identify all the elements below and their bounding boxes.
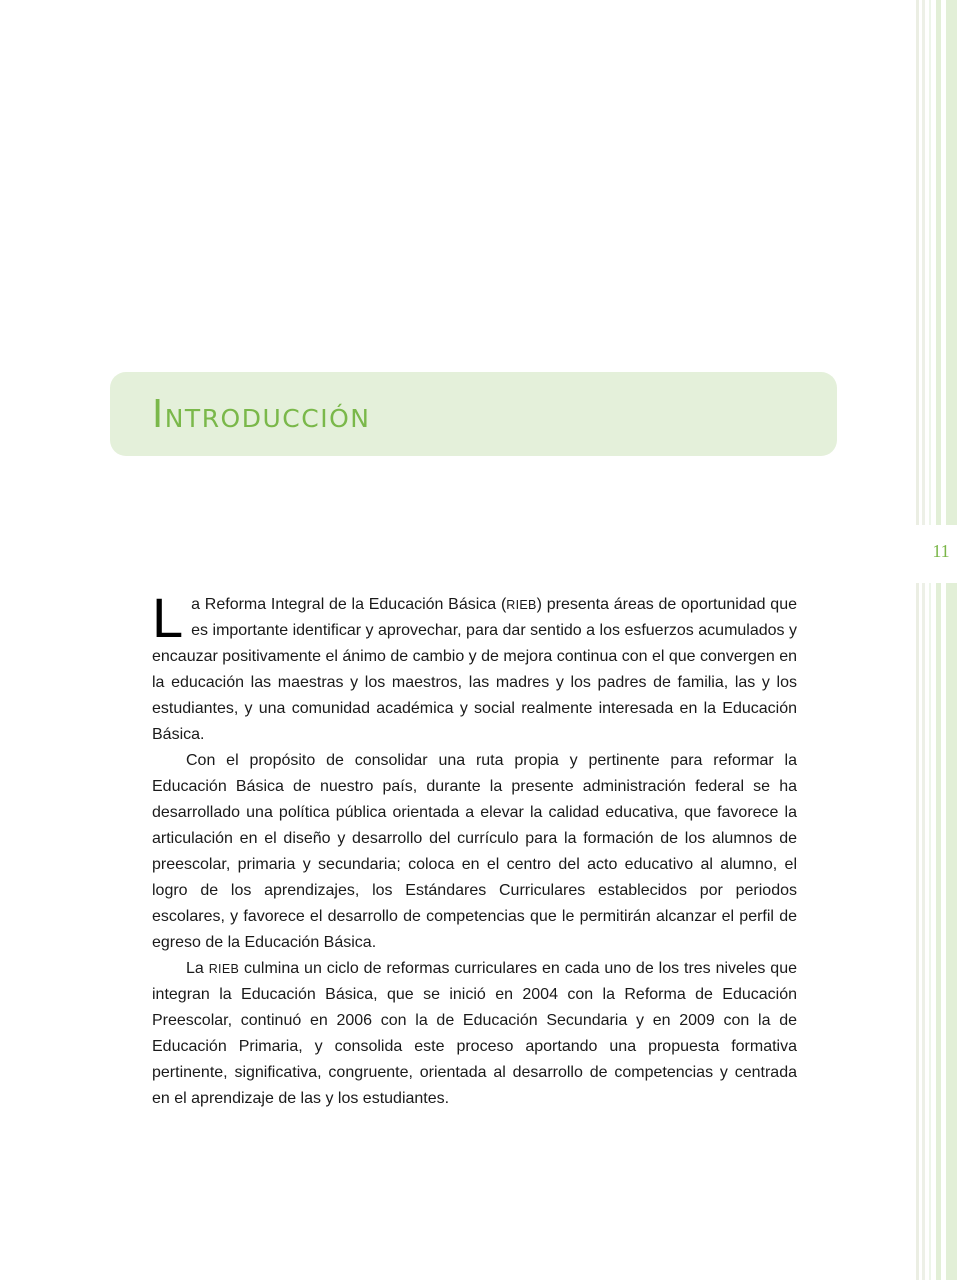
paragraph-3-text-a: La	[186, 960, 209, 977]
margin-stripe	[916, 0, 919, 1280]
abbreviation-rieb: RIEB	[506, 598, 537, 612]
paragraph-3-text-b: culmina un ciclo de reformas curriculares en cada uno de los tres niveles que integran la Educación Básica, que se inició en 2004 con la Reforma de Educación Preescolar, continuó en 2006 con la de Educación Secundaria y en 2009 con la de Educación Primaria, y consolida este proceso aportando una propuesta formativa pertinente, significativa, congruente, orientada al desarrollo de competencias y centrada en el aprendizaje de las y los estudiantes.	[152, 960, 798, 1107]
section-title	[152, 394, 370, 439]
paragraph-3	[152, 956, 797, 1112]
section-header-box	[110, 372, 837, 456]
abbreviation-rieb: RIEB	[208, 962, 240, 976]
paragraph-1-text-b: ) presenta áreas de oportunidad que es importante identificar y aprovechar, para dar sentido a los esfuerzos acumulados y encauzar positivamente el ánimo de cambio y de mejora continua con el que convergen en la educación las maestras y los maestros, las madres y los padres de familia, las y los estudiantes, y una comunidad académica y social realmente interesada en la Educación Básica.	[152, 596, 797, 743]
body-text	[152, 586, 798, 1112]
page-number: 11	[932, 541, 950, 561]
section-title-rest: NTRODUCCIÓN	[164, 404, 371, 433]
paragraph-1-text-a: a Reforma Integral de la Educación Básica (	[191, 596, 507, 613]
paragraph-2: Con el propósito de consolidar una ruta propia y pertinente para reformar la Educación Básica de nuestro país, durante la presente administración federal se ha desarrollado una política pública orientada a elevar la calidad educativa, que favorece la articulación en el diseño y desarrollo del currículo para la formación de los alumnos de preescolar, primaria y secundaria; coloca en el centro del acto educativo al alumno, el logro de los aprendizajes, los Estándares Curriculares establecidos por periodos escolares, y favorece el desarrollo de competencias que le permitirán alcanzar el perfil de egreso de la Educación Básica.	[152, 752, 797, 951]
paragraph-1	[152, 586, 797, 748]
margin-stripe	[922, 0, 925, 1280]
margin-stripe	[946, 0, 957, 1280]
margin-stripe	[929, 0, 931, 1280]
section-title-initial: I	[152, 392, 165, 436]
drop-cap: L	[152, 586, 184, 649]
margin-stripe	[936, 0, 941, 1280]
